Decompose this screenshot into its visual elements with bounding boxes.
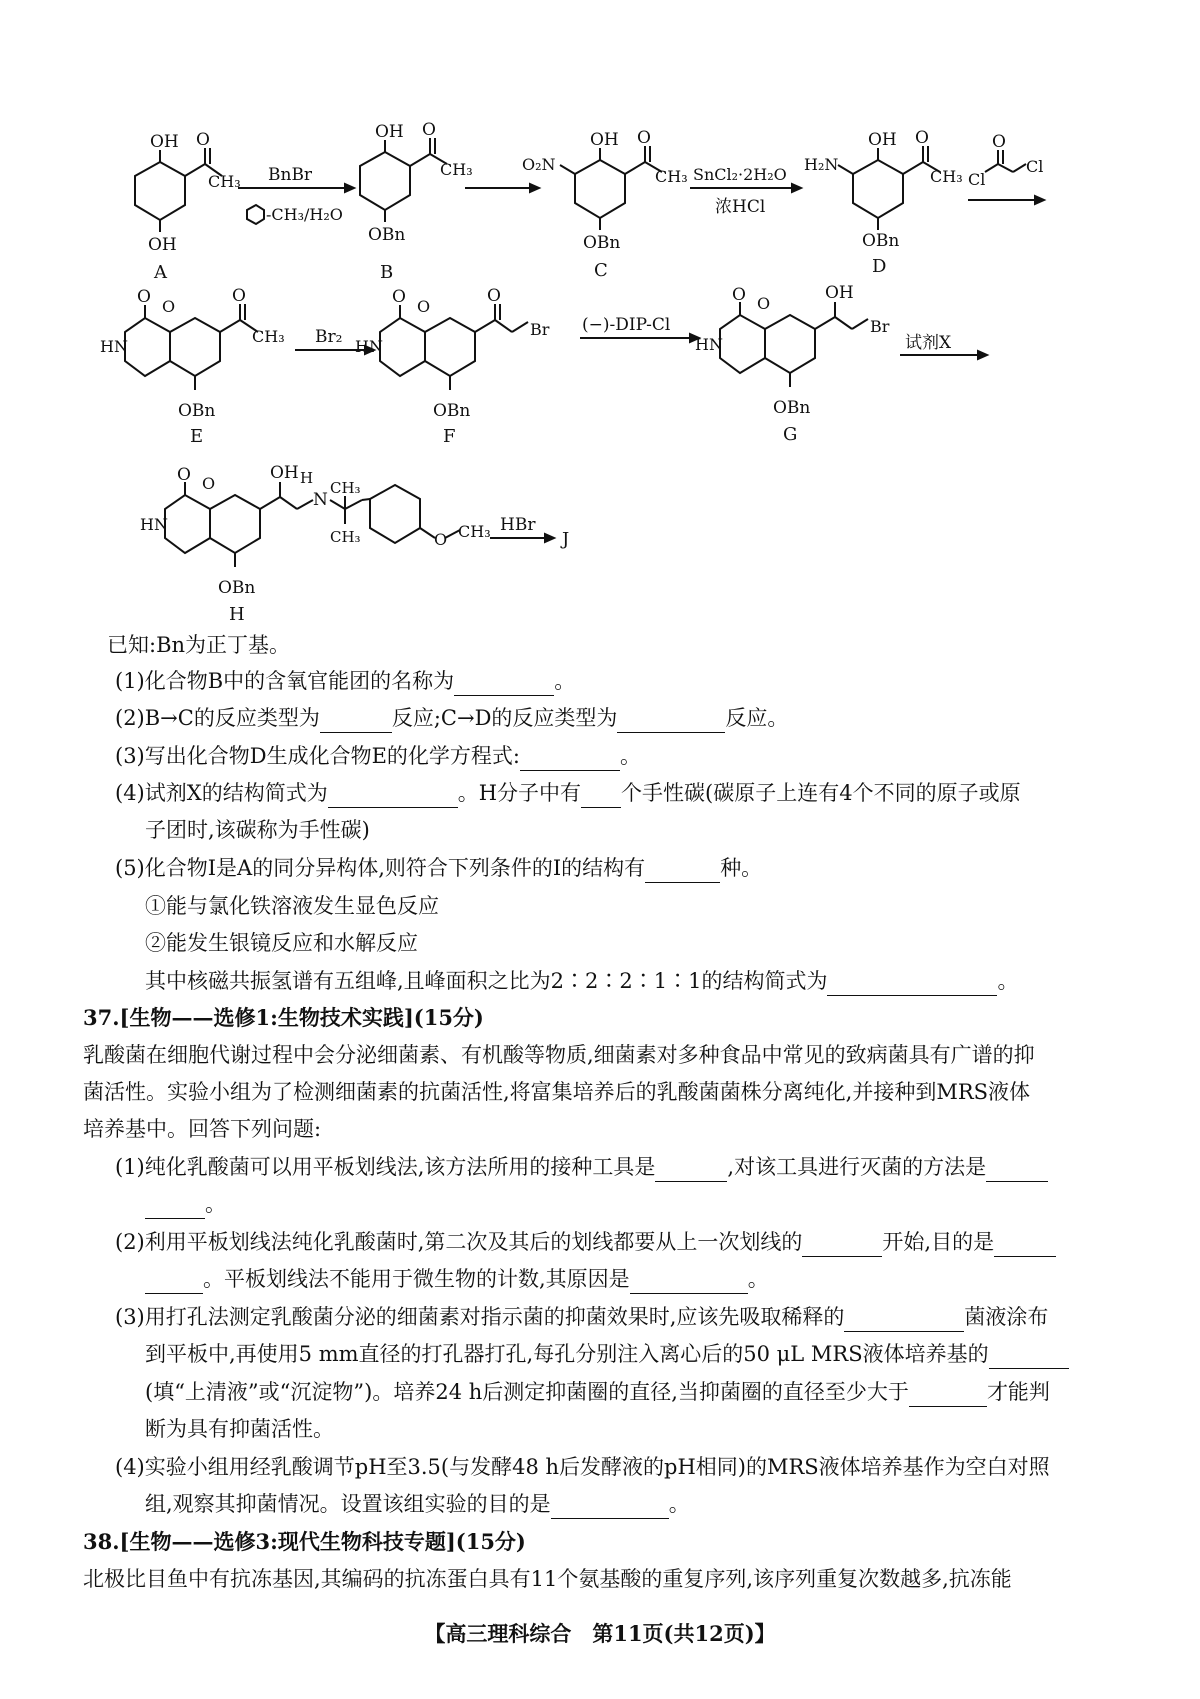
question-1 xyxy=(115,666,575,696)
e-o-carbonyl: O xyxy=(137,287,151,307)
s37-question-3 xyxy=(115,1302,1048,1332)
question-4-text-b: 。H分子中有 xyxy=(457,781,582,805)
s37-question-3-text-a: (3)用打孔法测定乳酸菌分泌的细菌素对指示菌的抑菌效果时,应该先吸取稀释的 xyxy=(115,1305,845,1329)
h-n: N xyxy=(313,490,328,510)
section-37-title: 37.[生物——选修1:生物技术实践](15分) xyxy=(83,1005,484,1030)
s37-question-3-text-c: 到平板中,再使用5 mm直径的打孔器打孔,每孔分别注入离心后的50 μL MRS液体培养基的 xyxy=(145,1342,989,1366)
d-obn: OBn xyxy=(862,231,900,251)
period: 。 xyxy=(620,744,641,768)
answer-blank xyxy=(454,673,554,696)
answer-blank xyxy=(328,785,458,808)
reagent-cl-right: Cl xyxy=(1026,157,1044,176)
answer-blank xyxy=(520,748,620,771)
question-4 xyxy=(115,778,1021,808)
h-ch3-ether: CH₃ xyxy=(458,522,491,541)
d-o: O xyxy=(915,128,929,148)
g-o-ring: O xyxy=(757,294,771,313)
s37-question-2-text-b: 开始,目的是 xyxy=(882,1230,995,1254)
reagent-o: O xyxy=(992,132,1006,152)
h-ch3-bottom: CH₃ xyxy=(330,528,361,546)
question-5 xyxy=(115,853,762,883)
question-2-text-c: 反应。 xyxy=(725,706,789,730)
answer-blank xyxy=(145,1196,205,1219)
answer-blank xyxy=(145,1271,203,1294)
answer-blank xyxy=(802,1234,882,1257)
f-o-carbonyl: O xyxy=(392,287,406,307)
label-e: E xyxy=(190,426,204,447)
h-hn: HN xyxy=(140,515,168,534)
question-5-text: (5)化合物I是A的同分异构体,则符合下列条件的I的结构有 xyxy=(115,856,646,880)
e-ch3: CH₃ xyxy=(252,327,285,346)
s37-question-4-cont xyxy=(145,1489,690,1519)
a-o: O xyxy=(196,130,210,150)
h-o-ring: O xyxy=(202,474,216,493)
h-o-carbonyl: O xyxy=(177,465,191,485)
answer-blank xyxy=(909,1384,987,1407)
s37-question-3-cont-1 xyxy=(145,1339,1069,1369)
b-ch3: CH₃ xyxy=(440,160,473,179)
g-obn: OBn xyxy=(773,398,811,418)
c-o2n: O₂N xyxy=(522,155,556,174)
section-37-para-3: 培养基中。回答下列问题: xyxy=(83,1117,322,1141)
label-g: G xyxy=(783,424,798,445)
d-ch3: CH₃ xyxy=(930,167,963,186)
question-5-nmr-text: 其中核磁共振氢谱有五组峰,且峰面积之比为2∶2∶2∶1∶1的结构简式为 xyxy=(145,969,828,993)
s37-question-4-text-b: 组,观察其抑菌情况。设置该组实验的目的是 xyxy=(145,1492,551,1516)
label-f: F xyxy=(443,426,456,447)
reagent-br2: Br₂ xyxy=(315,327,343,347)
answer-blank xyxy=(581,785,621,808)
a-oh-bottom: OH xyxy=(148,235,177,255)
c-ch3: CH₃ xyxy=(655,167,688,186)
a-ch3: CH₃ xyxy=(208,172,241,191)
s37-question-2-text-a: (2)利用平板划线法纯化乳酸菌时,第二次及其后的划线都要从上一次划线的 xyxy=(115,1230,803,1254)
e-o: O xyxy=(232,286,246,306)
question-5-nmr xyxy=(145,966,1018,996)
question-2-text-b: 反应;C→D的反应类型为 xyxy=(391,706,618,730)
f-o-ring: O xyxy=(417,297,431,316)
question-3-text: (3)写出化合物D生成化合物E的化学方程式: xyxy=(115,744,520,768)
answer-blank xyxy=(655,1159,727,1182)
s37-question-1 xyxy=(115,1152,1048,1182)
s37-question-3-text-b: 菌液涂布 xyxy=(964,1305,1049,1329)
label-h: H xyxy=(229,604,245,625)
question-4-cont: 子团时,该碳称为手性碳) xyxy=(145,818,370,842)
s37-question-2-text-c: 。平板划线法不能用于微生物的计数,其原因是 xyxy=(203,1267,630,1291)
answer-blank xyxy=(630,1271,748,1294)
e-obn: OBn xyxy=(178,401,216,421)
h-oh: OH xyxy=(270,463,299,483)
answer-blank xyxy=(320,710,392,733)
label-j: J xyxy=(562,529,570,550)
b-obn: OBn xyxy=(368,225,406,245)
page-footer: 【高三理科综合 第11页(共12页)】 xyxy=(424,1621,776,1646)
label-c: C xyxy=(594,260,608,281)
reagent-hcl: 浓HCl xyxy=(715,197,766,217)
reagent-cl-left: Cl xyxy=(968,170,986,189)
answer-blank xyxy=(645,860,720,883)
period: 。 xyxy=(668,1492,690,1516)
h-o-ether: O xyxy=(434,530,448,549)
a-oh-top: OH xyxy=(150,132,179,152)
e-o-ring: O xyxy=(162,297,176,316)
g-o-carbonyl: O xyxy=(732,285,746,305)
known-note: 已知:Bn为正丁基。 xyxy=(107,633,291,657)
section-38-para-1: 北极比目鱼中有抗冻基因,其编码的抗冻蛋白具有11个氨基酸的重复序列,该序列重复次数越多,抗冻能 xyxy=(83,1567,1012,1591)
s37-question-1-cont xyxy=(145,1189,226,1219)
h-obn: OBn xyxy=(218,578,256,598)
answer-blank xyxy=(551,1496,669,1519)
reagent-dip-cl: (−)-DIP-Cl xyxy=(582,315,671,335)
g-hn: HN xyxy=(695,335,723,354)
f-obn: OBn xyxy=(433,401,471,421)
answer-blank xyxy=(986,1159,1048,1182)
s37-question-3-cont-3: 断为具有抑菌活性。 xyxy=(145,1417,334,1441)
answer-blank xyxy=(989,1346,1069,1369)
label-a: A xyxy=(154,262,167,283)
period: 。 xyxy=(205,1192,226,1216)
section-38-title: 38.[生物——选修3:现代生物科技专题](15分) xyxy=(83,1529,526,1554)
s37-question-3-text-e: 才能判 xyxy=(986,1380,1050,1404)
answer-blank xyxy=(844,1309,964,1332)
h-ch3-top: CH₃ xyxy=(330,479,361,497)
s37-question-1-text-b: ,对该工具进行灭菌的方法是 xyxy=(727,1155,987,1179)
period: 。 xyxy=(747,1267,769,1291)
synthesis-scheme xyxy=(0,0,1200,640)
g-br: Br xyxy=(870,317,890,336)
answer-blank xyxy=(994,1234,1056,1257)
b-oh: OH xyxy=(375,122,404,142)
h-nh-h: H xyxy=(300,469,314,487)
f-o: O xyxy=(487,286,501,306)
question-1-text: (1)化合物B中的含氧官能团的名称为 xyxy=(115,669,455,693)
condition-2: ②能发生银镜反应和水解反应 xyxy=(145,931,418,955)
label-b: B xyxy=(380,262,394,283)
f-hn: HN xyxy=(355,337,383,356)
f-br: Br xyxy=(530,320,550,339)
question-5-end: 种。 xyxy=(720,856,763,880)
s37-question-2 xyxy=(115,1227,1056,1257)
c-o: O xyxy=(637,128,651,148)
c-obn: OBn xyxy=(583,233,621,253)
section-37-para-2: 菌活性。实验小组为了检测细菌素的抗菌活性,将富集培养后的乳酸菌菌株分离纯化,并接种到MRS液体 xyxy=(83,1080,1031,1104)
condition-1: ①能与氯化铁溶液发生显色反应 xyxy=(145,894,439,918)
section-37-para-1: 乳酸菌在细胞代谢过程中会分泌细菌素、有机酸等物质,细菌素对多种食品中常见的致病菌具有广谱的抑 xyxy=(83,1043,1035,1067)
question-3 xyxy=(115,741,641,771)
answer-blank xyxy=(827,973,997,996)
period: 。 xyxy=(997,969,1019,993)
reagent-ch3-h2o: -CH₃/H₂O xyxy=(266,205,343,224)
question-4-text-c: 个手性碳(碳原子上连有4个不同的原子或原 xyxy=(621,781,1021,805)
d-h2n: H₂N xyxy=(804,155,839,174)
period: 。 xyxy=(554,669,576,693)
b-o: O xyxy=(422,120,436,140)
s37-question-1-text-a: (1)纯化乳酸菌可以用平板划线法,该方法所用的接种工具是 xyxy=(115,1155,656,1179)
reagent-sncl2: SnCl₂·2H₂O xyxy=(693,165,787,184)
c-oh: OH xyxy=(590,130,619,150)
reagent-hbr: HBr xyxy=(500,515,536,535)
s37-question-3-text-d: (填“上清液”或“沉淀物”)。培养24 h后测定抑菌圈的直径,当抑菌圈的直径至少大于 xyxy=(145,1380,909,1404)
question-2 xyxy=(115,703,788,733)
s37-question-3-cont-2 xyxy=(145,1377,1050,1407)
e-hn: HN xyxy=(100,337,128,356)
s37-question-2-cont xyxy=(145,1264,769,1294)
s37-question-4: (4)实验小组用经乳酸调节pH至3.5(与发酵48 h后发酵液的pH相同)的MRS液体培养基作为空白对照 xyxy=(115,1455,1050,1479)
g-oh: OH xyxy=(825,283,854,303)
answer-blank xyxy=(617,710,725,733)
question-4-text-a: (4)试剂X的结构简式为 xyxy=(115,781,328,805)
question-2-text-a: (2)B→C的反应类型为 xyxy=(115,706,320,730)
d-oh: OH xyxy=(868,130,897,150)
reagent-x: 试剂X xyxy=(905,333,952,353)
label-d: D xyxy=(872,256,887,277)
reagent-bnbr: BnBr xyxy=(268,165,313,185)
